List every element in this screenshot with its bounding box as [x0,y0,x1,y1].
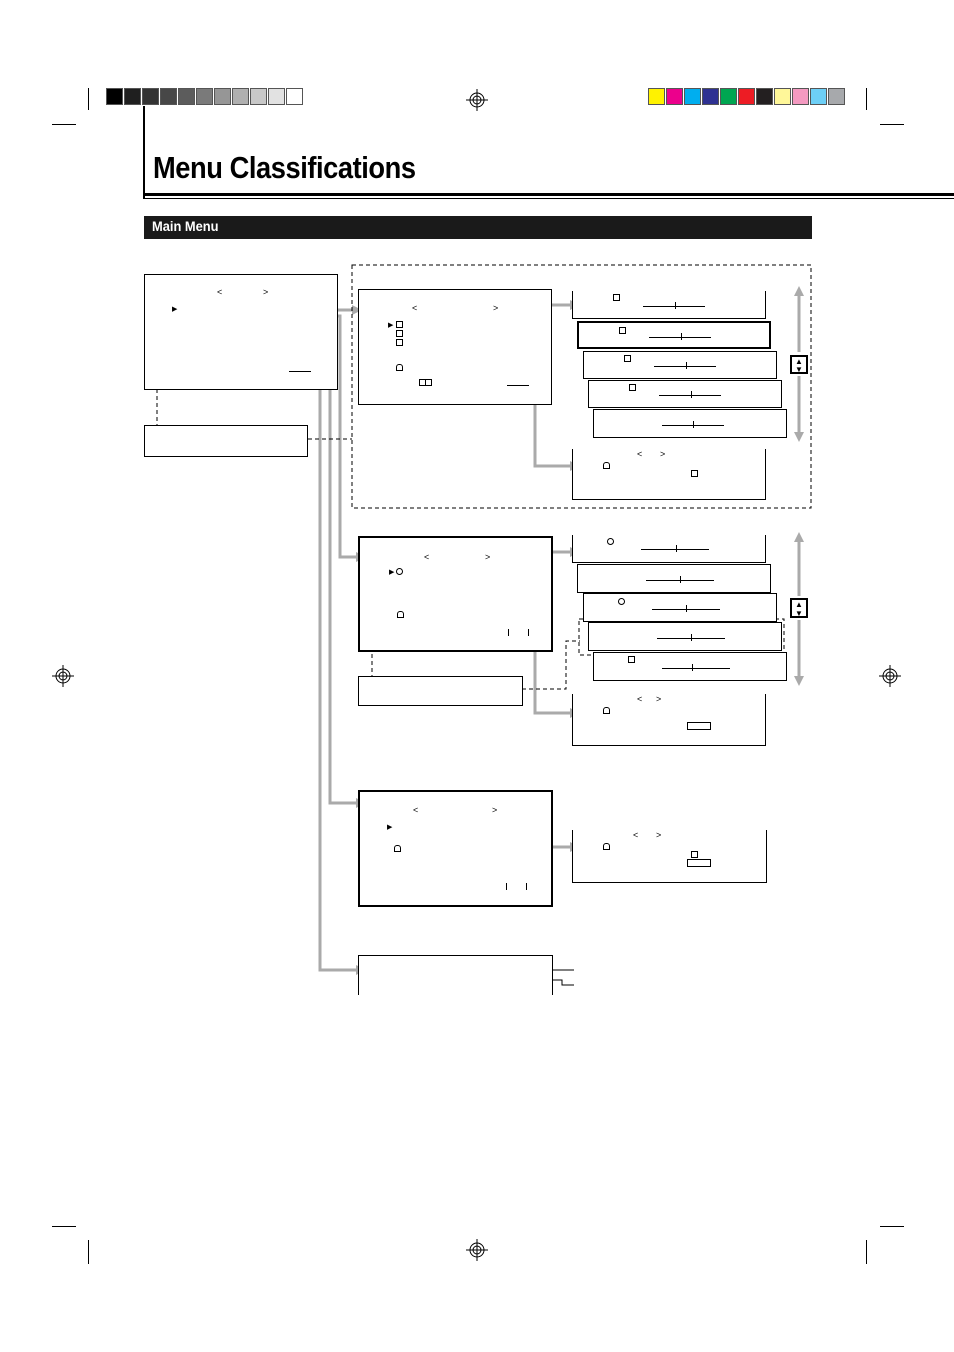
panel-left-arrow: < [637,694,643,704]
detail-panel-1d [588,380,782,408]
contrast-icon [396,568,403,575]
menu-left-arrow: < [217,287,223,297]
submenu-box-3 [358,790,553,907]
submenu-right-arrow: > [485,552,491,562]
lock-icon [396,364,403,371]
panel-icon [629,384,636,391]
menu-right-arrow: > [263,287,269,297]
submenu-pointer: ▶ [389,569,395,576]
submenu-left-arrow: < [412,303,418,313]
slider-center [691,391,692,398]
slider-center [686,362,687,369]
color-icon [618,598,625,605]
adjust-slider [641,549,709,550]
note-box-1 [144,425,308,457]
submenu-right-arrow: > [492,805,498,815]
position-icon [425,379,432,386]
setting-icon [396,330,403,337]
slider-center [681,333,682,340]
value-field [687,722,711,730]
submenu-right-arrow: > [493,303,499,313]
panel-right-arrow: > [660,449,666,459]
scroll-indicator-2[interactable] [790,598,808,618]
panel-left-arrow: < [637,449,643,459]
adjust-slider [659,395,721,396]
adjust-slider [662,668,730,669]
main-menu-box [144,274,338,390]
detail-panel-2e [593,652,787,681]
note-box-2 [358,676,523,706]
detail-panel-2c [583,593,777,622]
detail-panel-1b [577,321,771,349]
section-title: Main Menu [152,218,219,234]
scroll-indicator-1[interactable] [790,355,808,374]
lock-icon [394,845,401,852]
submenu-box-2 [358,536,553,652]
detail-panel-3 [572,830,767,883]
slider-center [680,576,681,583]
detail-panel-1c [583,351,777,379]
panel-icon [624,355,631,362]
setting-icon [396,321,403,328]
submenu-left-arrow: < [413,805,419,815]
submenu-pointer: ▶ [388,322,394,329]
divider-tick [526,883,527,890]
adjust-slider [649,337,711,338]
submenu-box-1 [358,289,552,405]
value-icon [691,851,698,858]
submenu-pointer: ▶ [387,824,393,831]
panel-icon [628,656,635,663]
divider-tick [528,629,529,636]
scroll-down-icon: ▼ [795,609,803,618]
lock-icon [397,611,404,618]
panel-left-arrow: < [633,830,639,840]
slider-center [675,302,676,309]
scroll-down-icon: ▼ [795,365,803,374]
menu-underline [289,371,311,372]
value-icon [691,470,698,477]
detail-panel-1a [572,291,766,319]
submenu-box-4 [358,955,553,995]
detail-panel-2f [572,694,766,746]
submenu-left-arrow: < [424,552,430,562]
panel-icon [613,294,620,301]
menu-pointer: ▶ [172,306,178,313]
divider-tick [506,883,507,890]
lock-icon [603,462,610,469]
slider-center [692,664,693,671]
lock-icon [603,843,610,850]
scroll-up-icon: ▲ [795,357,803,366]
slider-center [676,545,677,552]
adjust-slider [654,366,716,367]
contrast-icon [607,538,614,545]
detail-panel-2d [588,622,782,651]
lock-icon [603,707,610,714]
adjust-slider [643,306,705,307]
setting-icon [396,339,403,346]
panel-right-arrow: > [656,694,662,704]
detail-panel-2b [577,564,771,593]
slider-center [691,634,692,641]
panel-icon [619,327,626,334]
slider-center [693,421,694,428]
divider-tick [508,629,509,636]
page-title: Menu Classifications [153,150,416,185]
detail-panel-2a [572,535,766,563]
slider-center [686,605,687,612]
scroll-up-icon: ▲ [795,600,803,609]
value-field [687,859,711,867]
detail-panel-1e [593,409,787,438]
connector-line [262,322,356,803]
detail-panel-1f [572,449,766,500]
panel-right-arrow: > [656,830,662,840]
submenu-underline [507,385,529,386]
